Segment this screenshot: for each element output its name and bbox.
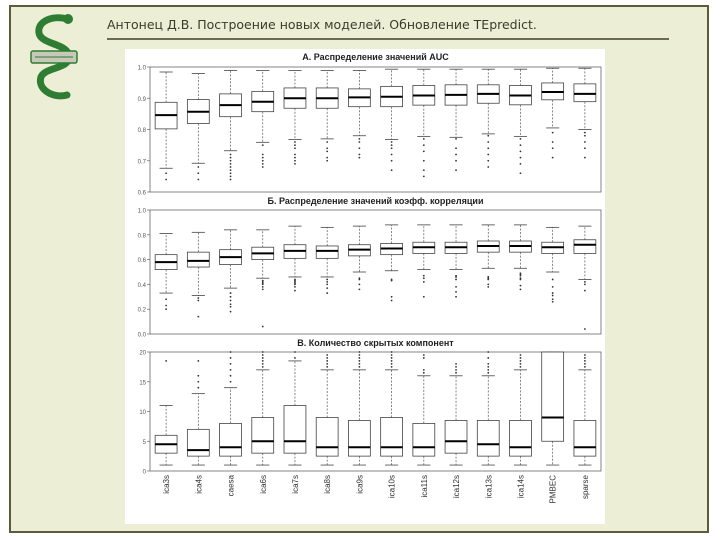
outlier-point	[423, 169, 425, 171]
outlier-point	[230, 179, 232, 181]
y-tick-label: 0.0	[137, 332, 146, 339]
category-label: caesa	[226, 475, 236, 497]
outlier-point	[197, 360, 199, 362]
category-label: sparse	[580, 475, 590, 500]
outlier-point	[358, 366, 360, 368]
outlier-point	[455, 279, 457, 281]
outlier-point	[455, 160, 457, 162]
outlier-point	[230, 154, 232, 156]
outlier-point	[520, 360, 522, 362]
outlier-point	[391, 280, 393, 282]
outlier-point	[455, 286, 457, 288]
box	[445, 420, 467, 453]
category-label: ica9s	[355, 475, 365, 494]
outlier-point	[455, 147, 457, 149]
outlier-point	[326, 279, 328, 281]
outlier-point	[197, 316, 199, 318]
category-label: ica4s	[194, 475, 204, 494]
outlier-point	[230, 363, 232, 365]
outlier-point	[391, 351, 393, 353]
outlier-point	[584, 290, 586, 292]
outlier-point	[520, 138, 522, 140]
outlier-point	[391, 169, 393, 171]
y-tick-label: 5	[142, 439, 146, 446]
outlier-point	[262, 326, 264, 328]
outlier-point	[197, 172, 199, 174]
outlier-point	[584, 147, 586, 149]
outlier-point	[294, 163, 296, 165]
outlier-point	[230, 296, 232, 298]
outlier-point	[326, 287, 328, 289]
outlier-point	[262, 144, 264, 146]
outlier-point	[197, 387, 199, 389]
outlier-point	[230, 300, 232, 302]
outlier-point	[262, 157, 264, 159]
outlier-point	[455, 296, 457, 298]
outlier-point	[584, 157, 586, 159]
outlier-point	[197, 179, 199, 181]
title-divider	[107, 38, 669, 40]
outlier-point	[358, 357, 360, 359]
y-tick-label: 0.9	[137, 96, 146, 103]
outlier-point	[358, 138, 360, 140]
outlier-point	[520, 279, 522, 281]
outlier-point	[520, 144, 522, 146]
outlier-point	[487, 166, 489, 168]
box	[220, 423, 242, 456]
outlier-point	[358, 157, 360, 159]
outlier-point	[487, 369, 489, 371]
y-tick-label: 20	[139, 350, 146, 357]
outlier-point	[391, 147, 393, 149]
outlier-point	[262, 357, 264, 359]
outlier-point	[552, 147, 554, 149]
category-label: ica14s	[516, 475, 526, 499]
outlier-point	[584, 281, 586, 283]
outlier-point	[262, 354, 264, 356]
box	[574, 84, 596, 102]
outlier-point	[165, 172, 167, 174]
outlier-point	[230, 306, 232, 308]
outlier-point	[584, 357, 586, 359]
category-label: ica8s	[323, 475, 333, 494]
outlier-point	[391, 141, 393, 143]
y-tick-label: 0.7	[137, 159, 146, 166]
box	[348, 420, 370, 456]
outlier-point	[262, 366, 264, 368]
outlier-point	[358, 363, 360, 365]
outlier-point	[391, 360, 393, 362]
outlier-point	[230, 175, 232, 177]
outlier-point	[584, 363, 586, 365]
outlier-point	[423, 144, 425, 146]
outlier-point	[552, 157, 554, 159]
outlier-point	[358, 147, 360, 149]
snake-logo-icon	[23, 13, 85, 105]
outlier-point	[358, 288, 360, 290]
y-tick-label: 10	[139, 410, 146, 416]
outlier-point	[423, 372, 425, 374]
outlier-point	[552, 301, 554, 303]
outlier-point	[584, 132, 586, 134]
outlier-point	[326, 150, 328, 152]
outlier-point	[391, 366, 393, 368]
outlier-point	[455, 138, 457, 140]
outlier-point	[391, 357, 393, 359]
outlier-point	[294, 160, 296, 162]
outlier-point	[584, 284, 586, 286]
outlier-point	[358, 154, 360, 156]
outlier-point	[520, 357, 522, 359]
outlier-point	[423, 277, 425, 279]
plot-frame	[150, 210, 601, 334]
outlier-point	[165, 298, 167, 300]
slide	[9, 5, 709, 533]
outlier-point	[294, 284, 296, 286]
box	[542, 352, 564, 441]
outlier-point	[358, 279, 360, 281]
outlier-point	[294, 290, 296, 292]
outlier-point	[391, 160, 393, 162]
outlier-point	[197, 300, 199, 302]
outlier-point	[230, 292, 232, 294]
outlier-point	[423, 150, 425, 152]
outlier-point	[487, 135, 489, 137]
outlier-point	[487, 351, 489, 353]
outlier-point	[358, 351, 360, 353]
outlier-point	[391, 300, 393, 302]
outlier-point	[423, 296, 425, 298]
outlier-point	[520, 354, 522, 356]
outlier-point	[262, 286, 264, 288]
outlier-point	[552, 298, 554, 300]
outlier-point	[455, 363, 457, 365]
box	[381, 417, 403, 456]
box	[284, 406, 306, 454]
outlier-point	[391, 354, 393, 356]
outlier-point	[455, 169, 457, 171]
outlier-point	[358, 354, 360, 356]
outlier-point	[455, 369, 457, 371]
category-label: ica10s	[387, 475, 397, 499]
outlier-point	[262, 160, 264, 162]
category-label: PMBEC	[548, 475, 558, 504]
category-label: ica6s	[258, 475, 268, 494]
outlier-point	[423, 160, 425, 162]
outlier-point	[423, 354, 425, 356]
outlier-point	[294, 144, 296, 146]
outlier-point	[230, 157, 232, 159]
outlier-point	[262, 163, 264, 165]
outlier-point	[262, 284, 264, 286]
outlier-point	[358, 141, 360, 143]
outlier-point	[326, 354, 328, 356]
outlier-point	[358, 360, 360, 362]
outlier-point	[487, 284, 489, 286]
outlier-point	[423, 369, 425, 371]
outlier-point	[487, 357, 489, 359]
outlier-point	[487, 160, 489, 162]
y-tick-label: 1.0	[137, 65, 146, 72]
outlier-point	[487, 286, 489, 288]
outlier-point	[455, 276, 457, 278]
box	[574, 240, 596, 254]
outlier-point	[552, 295, 554, 297]
outlier-point	[584, 328, 586, 330]
box	[316, 246, 338, 258]
outlier-point	[520, 285, 522, 287]
y-tick-label: 0.6	[137, 258, 146, 265]
page-title: Антонец Д.В. Построение новых моделей. Обновление TEpredict.	[107, 17, 537, 32]
outlier-point	[230, 303, 232, 305]
outlier-point	[552, 279, 554, 281]
outlier-point	[197, 297, 199, 299]
outlier-point	[520, 157, 522, 159]
outlier-point	[197, 381, 199, 383]
outlier-point	[423, 138, 425, 140]
outlier-point	[230, 166, 232, 168]
box	[187, 252, 209, 267]
outlier-point	[230, 369, 232, 371]
outlier-point	[294, 147, 296, 149]
y-tick-label: 15	[139, 380, 146, 387]
outlier-point	[326, 363, 328, 365]
outlier-point	[294, 154, 296, 156]
outlier-point	[294, 286, 296, 288]
outlier-point	[230, 169, 232, 171]
y-tick-label: 0.2	[137, 307, 146, 314]
outlier-point	[262, 288, 264, 290]
y-tick-label: 0.4	[137, 282, 146, 289]
panel-title: А. Распределение значений AUC	[302, 52, 449, 62]
y-tick-label: 0.8	[137, 233, 146, 240]
category-label: ica3s	[162, 475, 172, 494]
outlier-point	[391, 363, 393, 365]
outlier-point	[230, 163, 232, 165]
outlier-point	[294, 141, 296, 143]
box	[187, 429, 209, 456]
box	[316, 417, 338, 456]
y-tick-label: 0.6	[137, 190, 146, 197]
outlier-point	[487, 147, 489, 149]
outlier-point	[197, 166, 199, 168]
outlier-point	[326, 157, 328, 159]
outlier-point	[326, 284, 328, 286]
y-tick-label: 0.8	[137, 128, 146, 134]
y-tick-label: 1.0	[137, 208, 146, 215]
outlier-point	[294, 357, 296, 359]
outlier-point	[294, 351, 296, 353]
figure-panel	[125, 49, 605, 524]
outlier-point	[552, 286, 554, 288]
outlier-point	[230, 357, 232, 359]
outlier-point	[326, 141, 328, 143]
outlier-point	[262, 351, 264, 353]
outlier-point	[520, 150, 522, 152]
outlier-point	[552, 132, 554, 134]
box	[477, 420, 499, 456]
outlier-point	[423, 281, 425, 283]
box	[252, 417, 274, 453]
outlier-point	[584, 366, 586, 368]
outlier-point	[326, 147, 328, 149]
outlier-point	[552, 141, 554, 143]
outlier-point	[584, 135, 586, 137]
outlier-point	[165, 305, 167, 307]
outlier-point	[423, 357, 425, 359]
outlier-point	[262, 154, 264, 156]
outlier-point	[520, 172, 522, 174]
plot-frame	[150, 352, 601, 471]
outlier-point	[455, 366, 457, 368]
outlier-point	[326, 360, 328, 362]
outlier-point	[165, 360, 167, 362]
outlier-point	[487, 154, 489, 156]
outlier-point	[487, 372, 489, 374]
outlier-point	[391, 144, 393, 146]
outlier-point	[326, 366, 328, 368]
outlier-point	[165, 308, 167, 310]
outlier-point	[391, 296, 393, 298]
box	[510, 420, 532, 456]
outlier-point	[262, 360, 264, 362]
outlier-point	[455, 291, 457, 293]
outlier-point	[326, 160, 328, 162]
outlier-point	[230, 375, 232, 377]
category-label: ica11s	[419, 475, 429, 498]
category-label: ica7s	[290, 475, 300, 494]
outlier-point	[391, 154, 393, 156]
outlier-point	[584, 360, 586, 362]
outlier-point	[230, 381, 232, 383]
outlier-point	[423, 175, 425, 177]
outlier-point	[552, 292, 554, 294]
outlier-point	[230, 351, 232, 353]
outlier-point	[487, 363, 489, 365]
outlier-point	[326, 292, 328, 294]
outlier-point	[520, 363, 522, 365]
outlier-point	[423, 275, 425, 277]
outlier-point	[520, 288, 522, 290]
outlier-point	[487, 141, 489, 143]
y-tick-label: 0	[142, 469, 146, 476]
outlier-point	[584, 354, 586, 356]
outlier-point	[455, 372, 457, 374]
outlier-point	[487, 279, 489, 281]
box	[413, 423, 435, 456]
outlier-point	[262, 363, 264, 365]
outlier-point	[230, 311, 232, 313]
boxplot-figure	[125, 49, 605, 524]
outlier-point	[165, 179, 167, 181]
category-label: ica13s	[484, 475, 494, 499]
outlier-point	[358, 284, 360, 286]
outlier-point	[584, 141, 586, 143]
outlier-point	[326, 357, 328, 359]
outlier-point	[262, 166, 264, 168]
plot-frame	[150, 67, 601, 192]
outlier-point	[455, 154, 457, 156]
outlier-point	[197, 375, 199, 377]
box	[574, 420, 596, 456]
outlier-point	[326, 281, 328, 283]
outlier-point	[487, 366, 489, 368]
outlier-point	[520, 163, 522, 165]
category-label: ica12s	[452, 475, 462, 499]
outlier-point	[230, 160, 232, 162]
panel-title: В. Количество скрытых компонент	[297, 338, 454, 348]
outlier-point	[230, 172, 232, 174]
outlier-point	[520, 366, 522, 368]
outlier-point	[520, 275, 522, 277]
outlier-point	[294, 157, 296, 159]
panel-title: Б. Распределение значений коэфф. корреляции	[267, 196, 484, 206]
